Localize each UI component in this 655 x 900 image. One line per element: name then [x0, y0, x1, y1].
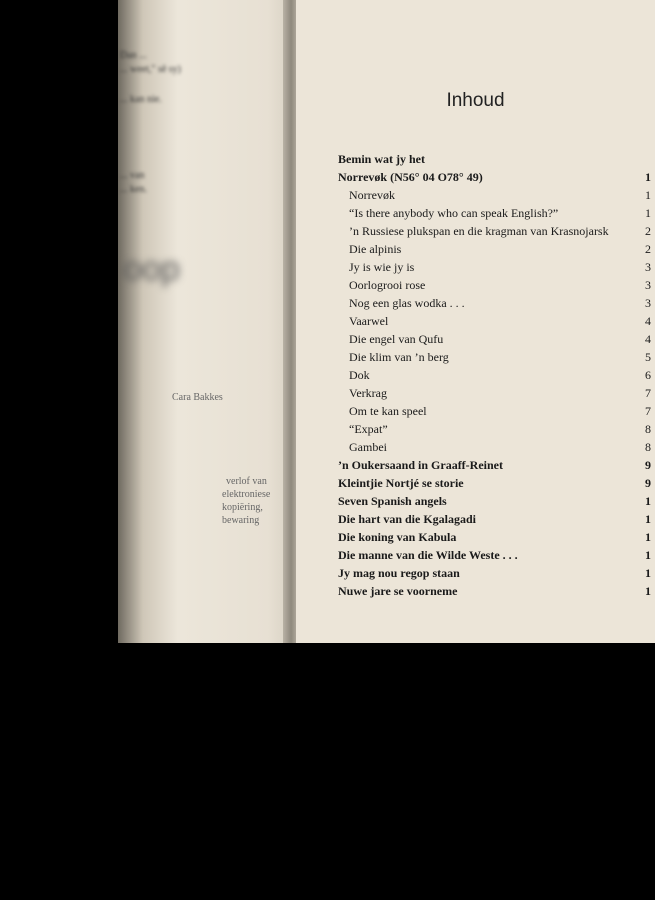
toc-entry-label: Dok	[349, 368, 370, 382]
toc-entry	[338, 564, 655, 582]
toc-entry-label: Norrevøk (N56° 04 O78° 49)	[338, 170, 483, 184]
toc-entry	[338, 474, 655, 492]
toc-entry	[338, 492, 655, 510]
toc-entry-page: 3	[645, 260, 651, 274]
rights-line: verlof van	[226, 476, 267, 487]
toc-entry-page: 4	[645, 314, 651, 328]
toc-entry-page: 7	[645, 404, 651, 418]
toc-entry	[338, 384, 655, 402]
toc-entry-label: “Is there anybody who can speak English?”	[349, 206, 559, 220]
toc-entry	[338, 510, 655, 528]
toc-entry-page: 1	[645, 566, 651, 580]
toc-entry-label: Die koning van Kabula	[338, 530, 457, 544]
toc-entry	[338, 276, 655, 294]
scan-background	[0, 643, 655, 900]
toc-entry-page: 1	[645, 206, 651, 220]
toc-entry	[338, 150, 655, 168]
left-page	[118, 0, 295, 643]
toc-title: Inhoud	[446, 90, 505, 111]
toc-entry-page: 9	[645, 458, 651, 472]
rights-line: kopiëring,	[222, 502, 263, 513]
rights-line: elektroniese	[222, 489, 271, 500]
toc-entry	[338, 528, 655, 546]
toc-entry-page: 1	[645, 494, 651, 508]
toc-entry	[338, 546, 655, 564]
blurred-text-line: ... ken.	[120, 184, 147, 195]
blurred-text-line: ... kan nie.	[120, 94, 162, 105]
toc-entry-page: 9	[645, 476, 651, 490]
toc-entry-page: 1	[645, 530, 651, 544]
toc-entry	[338, 168, 655, 186]
toc-entry-label: ’n Russiese plukspan en die kragman van Krasnojarsk	[349, 224, 609, 238]
toc-entry	[338, 348, 655, 366]
toc-entry-label: Seven Spanish angels	[338, 494, 447, 508]
toc-entry-label: Gambei	[349, 440, 387, 454]
toc-entry	[338, 456, 655, 474]
blurred-text-line: ... weet," sê sy)	[120, 64, 182, 75]
toc-entry-page: 1	[645, 170, 651, 184]
toc-entry-label: Nuwe jare se voorneme	[338, 584, 458, 598]
toc-entry	[338, 204, 655, 222]
toc-entry-label: Die manne van die Wilde Weste . . .	[338, 548, 518, 562]
toc-entry-page: 2	[645, 242, 651, 256]
toc-entry	[338, 438, 655, 456]
blurred-text-line: ... van	[120, 170, 145, 181]
toc-entry-label: Norrevøk	[349, 188, 395, 202]
toc-entry-label: Nog een glas wodka . . .	[349, 296, 465, 310]
toc-entry-label: Jy is wie jy is	[349, 260, 415, 274]
toc-entry-label: Kleintjie Nortjé se storie	[338, 476, 464, 490]
toc-entry-page: 5	[645, 350, 651, 364]
toc-entry	[338, 420, 655, 438]
toc-entry	[338, 222, 655, 240]
blurred-text-line: Dan ...	[120, 50, 147, 61]
toc-entry-label: Oorlogrooi rose	[349, 278, 426, 292]
toc-entry-page: 7	[645, 386, 651, 400]
toc-entry-label: Die hart van die Kgalagadi	[338, 512, 477, 526]
toc-entry	[338, 402, 655, 420]
toc-entry-page: 2	[645, 224, 651, 238]
toc-entry-label: Die klim van ’n berg	[349, 350, 449, 364]
toc-entry-page: 8	[645, 440, 651, 454]
toc-entry-label: Vaarwel	[349, 314, 389, 328]
toc-entry-label: Jy mag nou regop staan	[338, 566, 460, 580]
toc-entry	[338, 294, 655, 312]
toc-list	[338, 150, 655, 600]
toc-entry-label: “Expat”	[349, 422, 388, 436]
toc-entry-page: 1	[645, 548, 651, 562]
toc-entry	[338, 330, 655, 348]
toc-entry	[338, 366, 655, 384]
toc-entry	[338, 240, 655, 258]
toc-entry-page: 1	[645, 512, 651, 526]
toc-entry-label: Die alpinis	[349, 242, 402, 256]
toc-entry-page: 1	[645, 584, 651, 598]
toc-entry-page: 6	[645, 368, 651, 382]
blurred-heading: oop	[123, 250, 180, 288]
rights-line: bewaring	[222, 515, 260, 526]
toc-entry-label: Verkrag	[349, 386, 387, 400]
toc-entry	[338, 186, 655, 204]
right-page	[296, 0, 655, 643]
toc-entry	[338, 258, 655, 276]
toc-entry-label: ’n Oukersaand in Graaff-Reinet	[338, 458, 503, 472]
toc-entry-label: Om te kan speel	[349, 404, 427, 418]
toc-entry-page: 3	[645, 296, 651, 310]
toc-entry-page: 8	[645, 422, 651, 436]
toc-entry	[338, 582, 655, 600]
toc-entry-label: Bemin wat jy het	[338, 152, 425, 166]
toc-entry-page: 3	[645, 278, 651, 292]
toc-entry-page: 1	[645, 188, 651, 202]
toc-entry	[338, 312, 655, 330]
credit-line: Cara Bakkes	[172, 392, 223, 403]
toc-entry-page: 4	[645, 332, 651, 346]
toc-entry-label: Die engel van Qufu	[349, 332, 444, 346]
